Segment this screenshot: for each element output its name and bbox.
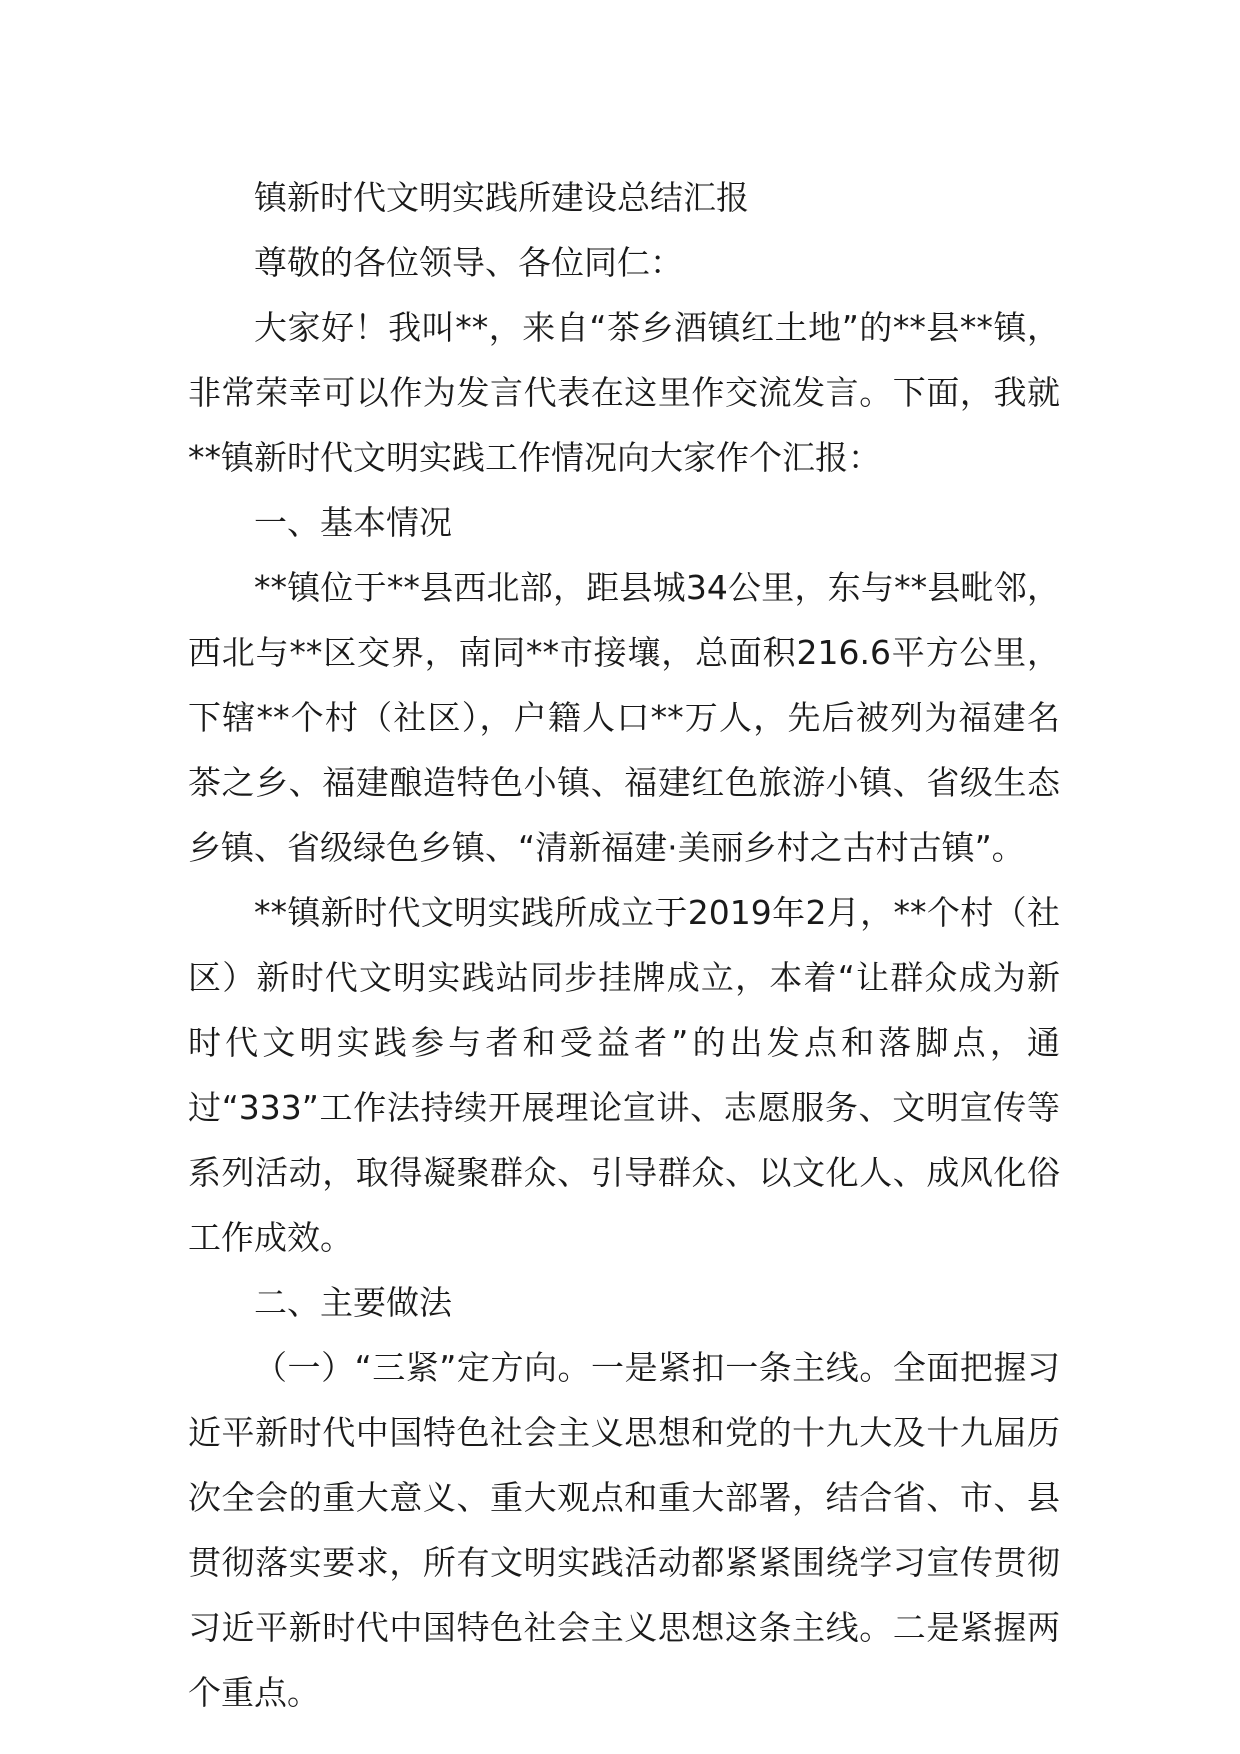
section-heading-methods: 二、主要做法	[254, 1283, 452, 1322]
section-heading-basic: 一、基本情况	[254, 503, 452, 542]
basic-info-paragraph: **镇位于**县西北部，距县城34公里，东与**县毗邻，西北与**区交界，南同**市接壤，总面积216.6平方公里，下辖**个村（社区），户籍人口**万人，先后被列为福建名茶之乡、福建酿造特色小镇、福建红色旅游小镇、省级生态乡镇、省级绿色乡镇、“清新福建·美丽乡村之古村古镇”。	[188, 568, 1060, 867]
intro-paragraph: 大家好！我叫**，来自“茶乡酒镇红土地”的**县**镇，非常荣幸可以作为发言代表在这里作交流发言。下面，我就**镇新时代文明实践工作情况向大家作个汇报：	[188, 308, 1060, 477]
document-title: 镇新时代文明实践所建设总结汇报	[254, 178, 749, 217]
document-body	[188, 165, 1060, 1725]
salutation: 尊敬的各位领导、各位同仁：	[254, 243, 683, 282]
methods-paragraph: （一）“三紧”定方向。一是紧扣一条主线。全面把握习近平新时代中国特色社会主义思想和党的十九大及十九届历次全会的重大意义、重大观点和重大部署，结合省、市、县贯彻落实要求，所有文明实践活动都紧紧围绕学习宣传贯彻习近平新时代中国特色社会主义思想这条主线。二是紧握两个重点。	[188, 1348, 1060, 1712]
practice-center-paragraph: **镇新时代文明实践所成立于2019年2月，**个村（社区）新时代文明实践站同步挂牌成立，本着“让群众成为新时代文明实践参与者和受益者”的出发点和落脚点，通过“333”工作法持续开展理论宣讲、志愿服务、文明宣传等系列活动，取得凝聚群众、引导群众、以文化人、成风化俗工作成效。	[188, 893, 1060, 1257]
